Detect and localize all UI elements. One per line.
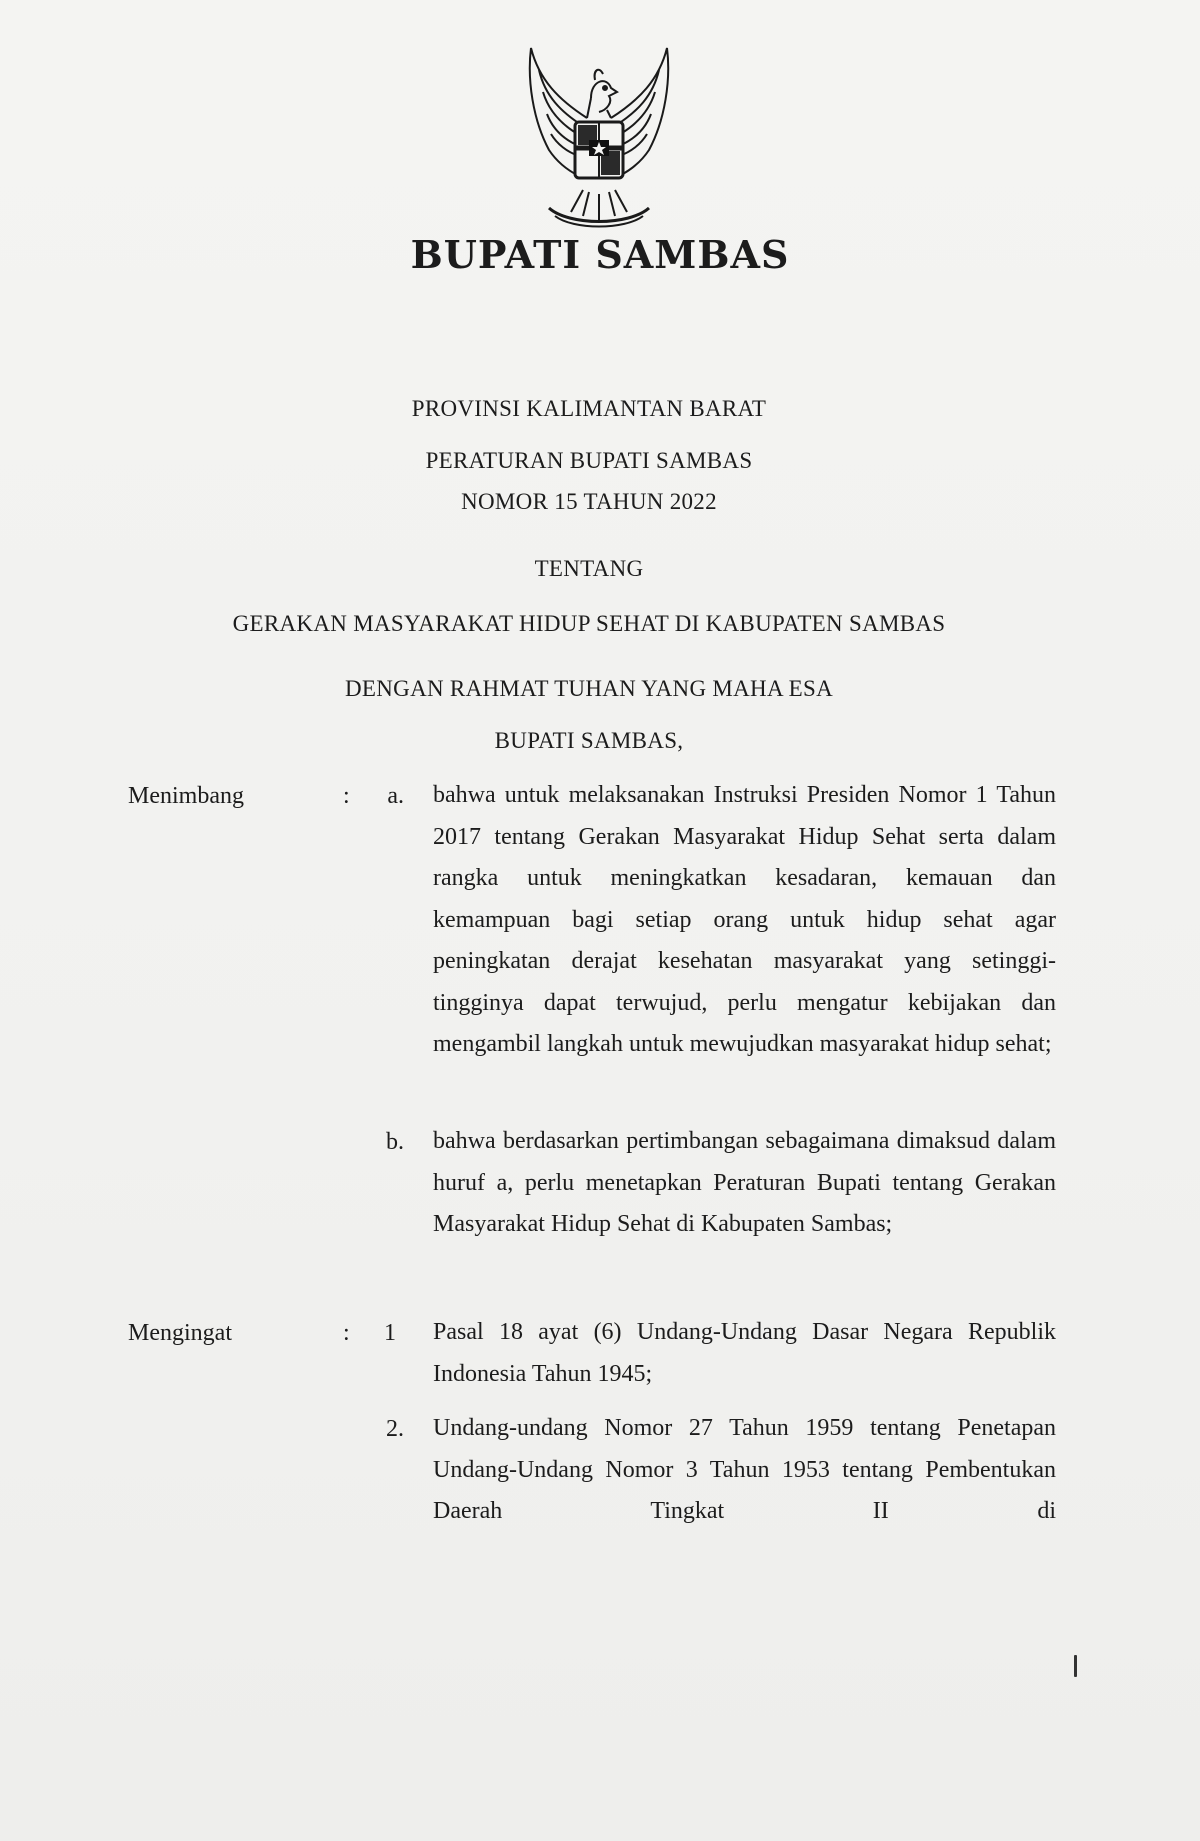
regulation-subject: GERAKAN MASYARAKAT HIDUP SEHAT DI KABUPATEN SAMBAS [232, 611, 946, 636]
mengingat-item-1-number: 1 [384, 1320, 396, 1346]
garuda-emblem-icon [509, 40, 689, 238]
authority-line: BUPATI SAMBAS, [494, 728, 684, 753]
menimbang-item-b-text: bahwa berdasarkan pertimbangan sebagaimana dimaksud dalam huruf a, perlu menetapkan Peraturan Bupati tentang Gerakan Masyarakat Hidup Sehat di Kabupaten Sambas; [433, 1128, 1056, 1237]
mengingat-label: Mengingat [128, 1320, 232, 1346]
regulation-number: NOMOR 15 TAHUN 2022 [461, 489, 717, 514]
menimbang-label: Menimbang [128, 783, 244, 809]
mengingat-item-1-text: Pasal 18 ayat (6) Undang-Undang Dasar Negara Republik Indonesia Tahun 1945; [433, 1319, 1056, 1387]
menimbang-item-a-number: a. [387, 783, 404, 809]
menimbang-colon: : [343, 783, 350, 809]
mengingat-item-2-number: 2. [386, 1416, 404, 1442]
province-line: PROVINSI KALIMANTAN BARAT [411, 396, 767, 421]
menimbang-item-a-text: bahwa untuk melaksanakan Instruksi Presiden Nomor 1 Tahun 2017 tentang Gerakan Masyarakat Hidup Sehat serta dalam rangka untuk meningkatkan kesadaran, kemauan dan kemampuan bagi setiap orang untuk hidup sehat agar peningkatan derajat kesehatan masyarakat yang setinggi-tingginya dapat terwujud, perlu mengatur kebijakan dan mengambil langkah untuk mewujudkan masyarakat hidup sehat; [433, 782, 1056, 1057]
mengingat-item-2-text: Undang-undang Nomor 27 Tahun 1959 tentang Penetapan Undang-Undang Nomor 3 Tahun 1953 tentang Pembentukan Daerah Tingkat II di [433, 1415, 1056, 1524]
menimbang-item-b-number: b. [386, 1129, 404, 1155]
regulation-line: PERATURAN BUPATI SAMBAS [425, 448, 753, 473]
about-heading: TENTANG [534, 556, 644, 581]
document-title: BUPATI SAMBAS [410, 232, 790, 277]
page-mark [1074, 1655, 1077, 1677]
blessing-line: DENGAN RAHMAT TUHAN YANG MAHA ESA [344, 676, 834, 701]
mengingat-colon: : [343, 1320, 350, 1346]
